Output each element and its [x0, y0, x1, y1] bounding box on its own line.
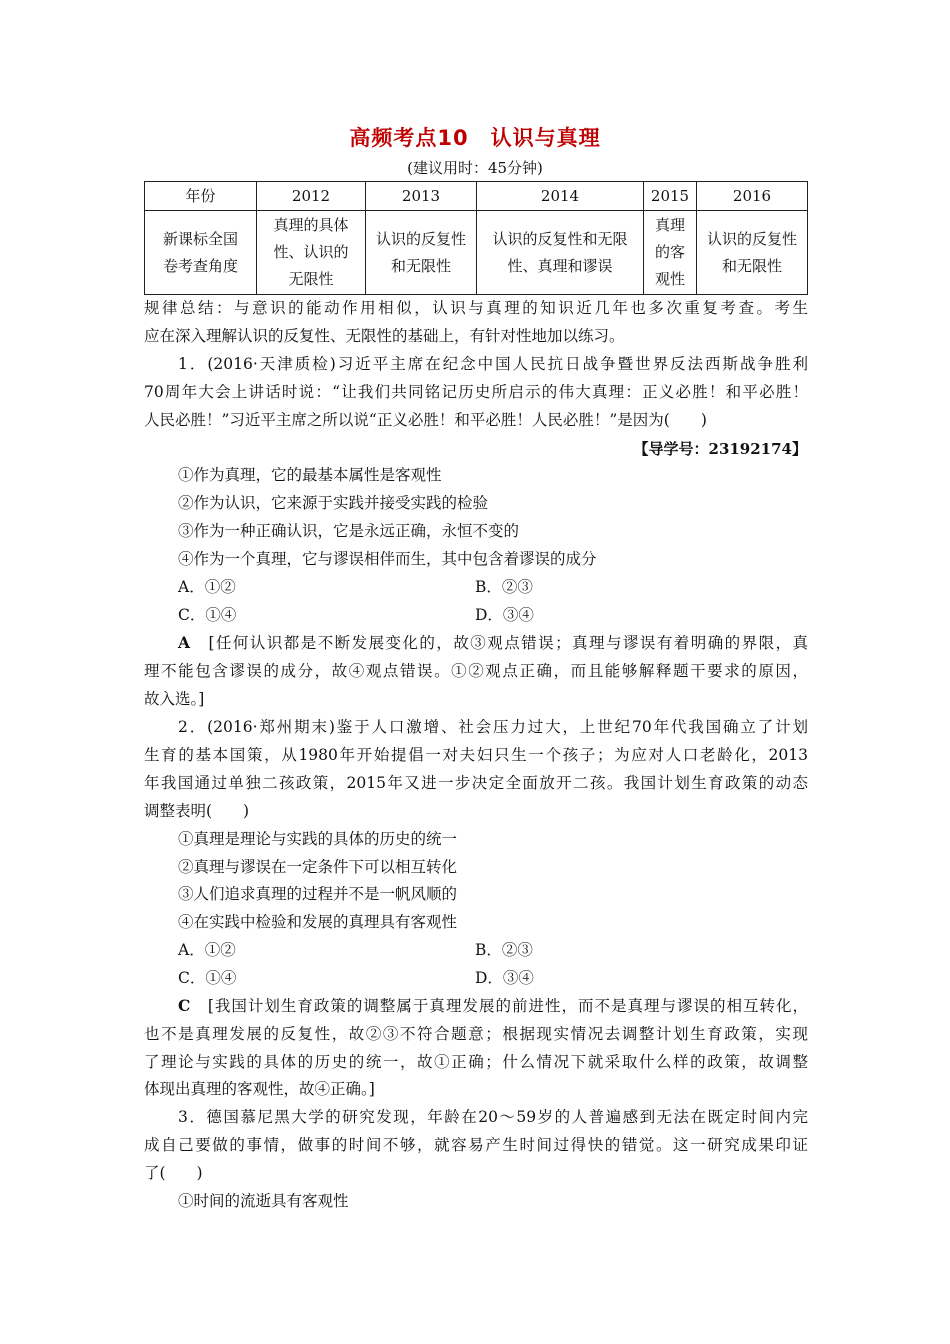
- table-header-cell: 2012: [257, 182, 366, 211]
- summary-line: 应在深入理解认识的反复性、无限性的基础上，有针对性地加以练习。: [144, 327, 625, 345]
- question-3-line: 了( ): [144, 1164, 203, 1182]
- table-header-cell: 2013: [366, 182, 477, 211]
- question-1-item: ①作为真理，它的最基本属性是客观性: [178, 466, 442, 484]
- table-header-cell: 2014: [477, 182, 644, 211]
- question-3-line: 成自己要做的事情，做事的时间不够，就容易产生时间过得快的错觉。这一研究成果印证: [144, 1136, 808, 1154]
- answer-1-line: A [任何认识都是不断发展变化的，故③观点错误；真理与谬误有着明确的界限，真: [178, 633, 808, 652]
- question-2-item: ③人们追求真理的过程并不是一帆风顺的: [178, 885, 458, 903]
- table-header-cell: 年份: [145, 182, 257, 211]
- table-header-row: [145, 182, 808, 211]
- option-b: B．②③: [475, 941, 533, 959]
- question-2-line: 生育的基本国策，从1980年开始提倡一对夫妇只生一个孩子；为应对人口老龄化，2013: [144, 746, 808, 764]
- summary-line: 规律总结：与意识的能动作用相似，认识与真理的知识近几年也多次重复考查。考生: [144, 299, 808, 317]
- table-cell: 认识的反复性和无限性: [366, 211, 477, 295]
- question-1-item: ②作为认识，它来源于实践并接受实践的检验: [178, 494, 489, 512]
- table-row: [145, 211, 808, 295]
- answer-1-line: 故入选。]: [144, 690, 205, 708]
- question-2-item: ②真理与谬误在一定条件下可以相互转化: [178, 858, 458, 876]
- question-3-item: ①时间的流逝具有客观性: [178, 1192, 349, 1210]
- answer-2-line: 也不是真理发展的反复性，故②③不符合题意；根据现实情况去调整计划生育政策，实现: [144, 1025, 808, 1043]
- option-b: B．②③: [475, 578, 533, 596]
- question-1-item: ④作为一个真理，它与谬误相伴而生，其中包含着谬误的成分: [178, 550, 597, 568]
- question-2-item: ④在实践中检验和发展的真理具有客观性: [178, 913, 458, 931]
- question-2-line: 年我国通过单独二孩政策，2015年又进一步决定全面放开二孩。我国计划生育政策的动态: [144, 774, 808, 792]
- option-d: D．③④: [475, 969, 534, 987]
- option-a: A．①②: [178, 941, 236, 959]
- answer-2-line: C [我国计划生育政策的调整属于真理发展的前进性，而不是真理与谬误的相互转化，: [178, 996, 808, 1015]
- option-c: C．①④: [178, 606, 237, 624]
- option-c: C．①④: [178, 969, 237, 987]
- question-1-line: 70周年大会上讲话时说：“让我们共同铭记历史所启示的伟大真理：正义必胜！和平必胜！: [144, 383, 808, 401]
- exam-angle-table: [144, 181, 808, 295]
- answer-key: A: [178, 633, 191, 652]
- answer-2-line: 体现出真理的客观性，故④正确。]: [144, 1080, 375, 1098]
- answer-1-line: 理不能包含谬误的成分，故④观点错误。①②观点正确，而且能够解释题干要求的原因，: [144, 662, 808, 680]
- table-cell: 真理的具体性、认识的无限性: [257, 211, 366, 295]
- question-3-line: 3．德国慕尼黑大学的研究发现，年龄在20～59岁的人普遍感到无法在既定时间内完: [178, 1108, 808, 1126]
- table-cell: 认识的反复性和无限性、真理和谬误: [477, 211, 644, 295]
- answer-key: C: [178, 996, 191, 1015]
- table-header-cell: 2016: [697, 182, 808, 211]
- question-2-line: 调整表明( ): [144, 802, 250, 820]
- question-1-line: 1．(2016·天津质检)习近平主席在纪念中国人民抗日战争暨世界反法西斯战争胜利: [178, 355, 808, 373]
- answer-2-line: 了理论与实践的具体的历史的统一，故①正确；什么情况下就采取什么样的政策，故调整: [144, 1053, 808, 1071]
- option-d: D．③④: [475, 606, 534, 624]
- guide-number: 【导学号：23192174】: [633, 440, 807, 458]
- table-cell: 真理的客观性: [644, 211, 697, 295]
- question-1-item: ③作为一种正确认识，它是永远正确，永恒不变的: [178, 522, 520, 540]
- option-a: A．①②: [178, 578, 236, 596]
- time-suggestion: (建议用时：45分钟): [407, 159, 543, 177]
- table-cell: 认识的反复性和无限性: [697, 211, 808, 295]
- table-header-cell: 2015: [644, 182, 697, 211]
- question-2-line: 2．(2016·郑州期末)鉴于人口激增、社会压力过大，上世纪70年代我国确立了计划: [178, 718, 808, 736]
- page-title: 高频考点10 认识与真理: [349, 126, 601, 150]
- table-row-label: 新课标全国卷考查角度: [145, 211, 257, 295]
- question-2-item: ①真理是理论与实践的具体的历史的统一: [178, 830, 458, 848]
- question-1-line: 人民必胜！”习近平主席之所以说“正义必胜！和平必胜！人民必胜！”是因为( ): [144, 411, 707, 429]
